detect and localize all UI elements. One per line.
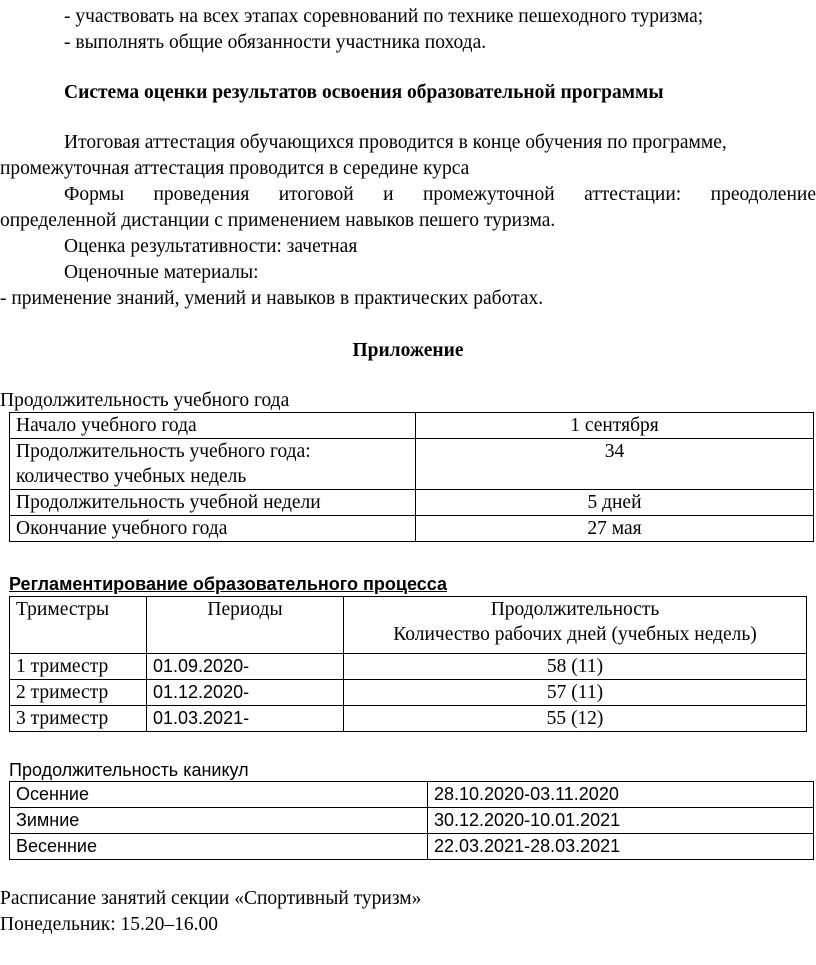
- table-row: [10, 439, 814, 490]
- table-cell: 01.12.2020-: [147, 680, 344, 706]
- table-row: [10, 516, 814, 542]
- table-row: [10, 808, 814, 834]
- table-cell: 01.03.2021-: [147, 706, 344, 732]
- table-cell: 57 (11): [344, 680, 807, 706]
- header-line: Количество рабочих дней (учебных недель): [393, 624, 757, 645]
- process-caption: Регламентирование образовательного процесса: [9, 574, 447, 594]
- assessment-heading: Система оценки результатов освоения образовательной программы: [64, 82, 664, 103]
- table-row: [10, 413, 814, 439]
- table-cell: 2 триместр: [10, 680, 147, 706]
- table-row: [10, 680, 807, 706]
- holidays-table: [9, 781, 814, 860]
- cell-line: количество учебных недель: [16, 466, 247, 487]
- process-table: [9, 596, 807, 732]
- intro-item: - участвовать на всех этапах соревнований по технике пешеходного туризма;: [64, 6, 704, 27]
- table-header: [344, 597, 807, 654]
- assessment-text: промежуточная аттестация проводится в середине курса: [0, 158, 470, 179]
- table-cell: Зимние: [10, 808, 428, 834]
- schedule-title: Расписание занятий секции «Спортивный туризм»: [0, 888, 422, 909]
- table-row: [10, 654, 807, 680]
- cell-line: Продолжительность учебного года:: [16, 441, 311, 462]
- holidays-caption: Продолжительность каникул: [9, 760, 249, 780]
- assessment-text: Оценочные материалы:: [64, 262, 259, 283]
- school-year-caption: Продолжительность учебного года: [0, 390, 290, 411]
- assessment-text: Итоговая аттестация обучающихся проводится в конце обучения по программе,: [64, 132, 727, 153]
- table-cell: Осенние: [10, 782, 428, 808]
- table-cell: 30.12.2020-10.01.2021: [428, 808, 814, 834]
- table-cell: Начало учебного года: [10, 413, 416, 439]
- table-cell: Весенние: [10, 834, 428, 860]
- table-cell: Окончание учебного года: [10, 516, 416, 542]
- assessment-text: Оценка результативности: зачетная: [64, 236, 358, 257]
- table-cell: 5 дней: [416, 490, 814, 516]
- table-cell: 01.09.2020-: [147, 654, 344, 680]
- table-cell: 27 мая: [416, 516, 814, 542]
- school-year-table: [9, 412, 814, 542]
- schedule-line: Понедельник: 15.20–16.00: [0, 914, 219, 935]
- table-cell: [10, 439, 416, 490]
- header-line: Продолжительность: [490, 599, 660, 620]
- table-row: [10, 490, 814, 516]
- table-cell: 55 (12): [344, 706, 807, 732]
- table-cell: 34: [416, 439, 814, 490]
- table-cell: 58 (11): [344, 654, 807, 680]
- table-cell: 22.03.2021-28.03.2021: [428, 834, 814, 860]
- appendix-title: Приложение: [352, 340, 464, 361]
- assessment-text: определенной дистанции с применением навыков пешего туризма.: [0, 210, 556, 231]
- table-row: [10, 597, 807, 654]
- table-cell: 3 триместр: [10, 706, 147, 732]
- assessment-text: - применение знаний, умений и навыков в практических работах.: [0, 288, 544, 309]
- table-header: Триместры: [10, 597, 147, 654]
- intro-item: - выполнять общие обязанности участника похода.: [64, 32, 487, 53]
- table-cell: 28.10.2020-03.11.2020: [428, 782, 814, 808]
- table-row: [10, 706, 807, 732]
- table-cell: 1 триместр: [10, 654, 147, 680]
- table-row: [10, 834, 814, 860]
- table-row: [10, 782, 814, 808]
- table-cell: Продолжительность учебной недели: [10, 490, 416, 516]
- table-cell: 1 сентября: [416, 413, 814, 439]
- table-header: Периоды: [147, 597, 344, 654]
- assessment-text: Формы проведения итоговой и промежуточной аттестации: преодоление: [64, 184, 816, 205]
